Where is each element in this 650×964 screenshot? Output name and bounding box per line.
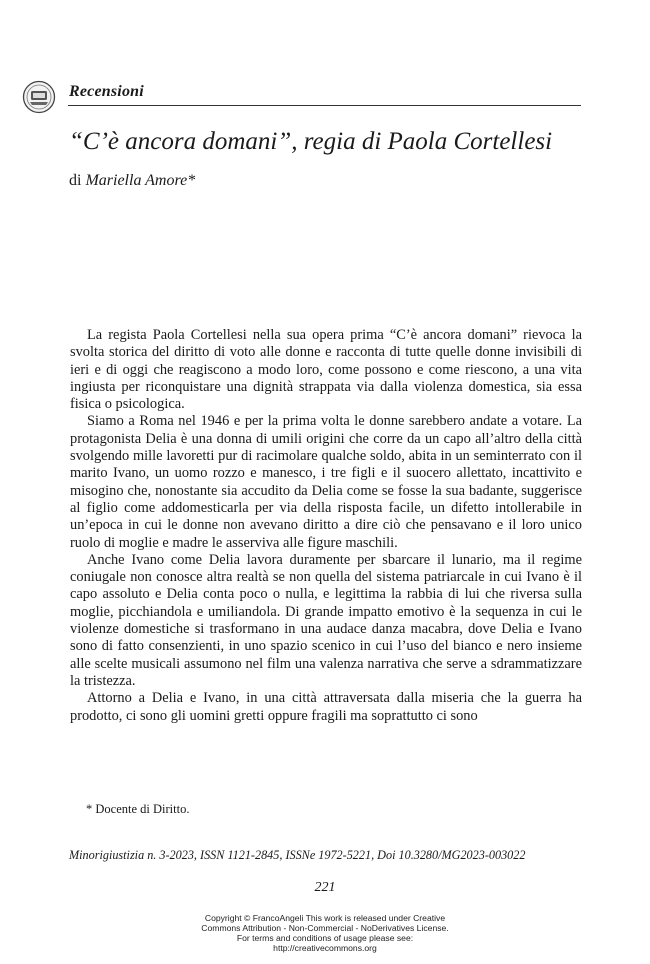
license-line: For terms and conditions of usage please see: — [236, 933, 414, 943]
journal-seal-icon — [22, 80, 56, 114]
page-number: 221 — [314, 880, 336, 895]
body-paragraph: La regista Paola Cortellesi nella sua opera prima “C’è ancora domani” rievoca la svolta storica del diritto di voto alle donne e racconta di tutte quelle donne invisibili di ieri e di oggi che reagiscono a modo loro, come possono e come riescono, a una vita ingiusta per riconquistare una dignità strappata via dalla violenza domestica, sia essa fisica o psicologica. — [70, 327, 582, 413]
section-label: Recensioni — [69, 83, 144, 100]
header-rule — [68, 105, 581, 106]
body-paragraph: Siamo a Roma nel 1946 e per la prima volta le donne sarebbero andate a votare. La protagonista Delia è una donna di umili origini che corre da un capo all’altro della città svolgendo mille lavoretti pur di racimolare qualche soldo, abita in un seminterrato con il marito Ivano, un uomo rozzo e manesco, i tre figli e il suocero allettato, incattivito e misogino che, nonostante sia accudito da Delia come se fosse la sua badante, suggerisce al figlio come addomesticarla per via della risposta facile, un difetto intollerabile in un’epoca in cui le donne non avevano diritto a dire ciò che pensavano e il loro unico ruolo di moglie e madre le asserviva alle figure maschili. — [70, 413, 582, 551]
license-link[interactable]: http://creativecommons.org — [273, 943, 377, 953]
license-notice — [0, 913, 650, 953]
article-body — [70, 327, 582, 725]
footnote: * Docente di Diritto. — [86, 802, 190, 816]
body-paragraph: Attorno a Delia e Ivano, in una città attraversata dalla miseria che la guerra ha prodotto, ci sono gli uomini gretti oppure fragili ma soprattutto ci sono — [70, 690, 582, 724]
license-line: Commons Attribution - Non-Commercial - NoDerivatives License. — [201, 923, 449, 933]
license-line: Copyright © FrancoAngeli This work is released under Creative — [204, 913, 446, 923]
body-paragraph: Anche Ivano come Delia lavora duramente per sbarcare il lunario, ma il regime coniugale non conosce altra realtà se non quella del sistema patriarcale in cui Ivano è il capo assoluto e Delia conta poco o nulla, e legittima la rabbia di lui che riversa sulla moglie, picchiandola e umiliandola. Di grande impatto emotivo è la sequenza in cui le violenze domestiche si trasformano in una audace danza macabra, dove Delia e Ivano sono di fatto consenzienti, in uno spazio scenico in cui l’uso del bianco e nero insieme alle scelte musicali assumono nel film una valenza narrativa che serve a sdrammatizzare la tristezza. — [70, 551, 582, 689]
journal-citation: Minorigiustizia n. 3-2023, ISSN 1121-2845, ISSNe 1972-5221, Doi 10.3280/MG2023-003022 — [69, 848, 526, 862]
author-name: Mariella Amore* — [85, 172, 196, 189]
article-title: “C’è ancora domani”, regia di Paola Cortellesi — [69, 128, 553, 155]
byline-prefix: di — [69, 172, 82, 189]
byline — [69, 172, 195, 190]
